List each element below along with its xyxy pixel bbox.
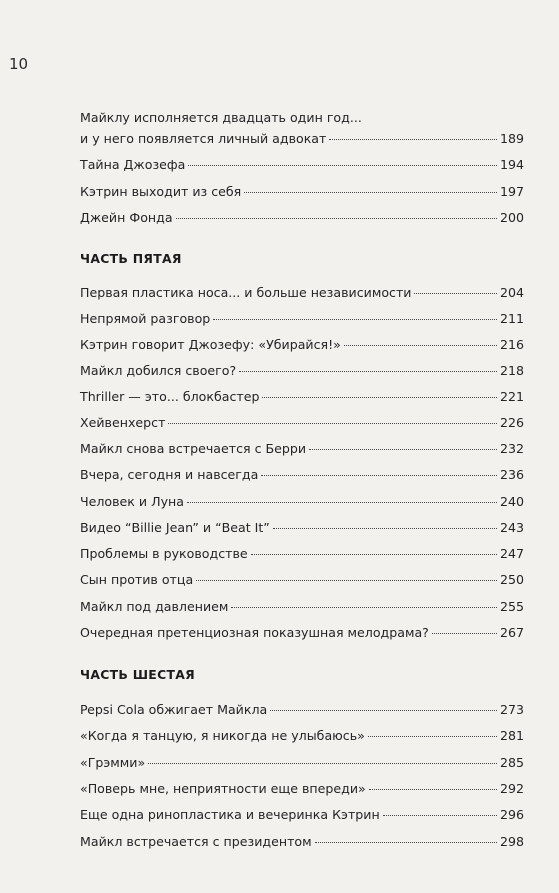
toc-entry-title: Кэтрин выходит из себя xyxy=(80,184,242,199)
toc-entry-page: 285 xyxy=(499,755,524,770)
toc-entry-page: 218 xyxy=(499,363,524,378)
toc-entry-title: Майкл под давлением xyxy=(80,599,229,614)
toc-entry xyxy=(80,285,524,301)
toc-entry-title: Майкл добился своего? xyxy=(80,363,237,378)
toc-entry-page: 189 xyxy=(499,131,524,146)
toc-entry-title: «Когда я танцую, я никогда не улыбаюсь» xyxy=(80,728,365,743)
toc-entry-page: 292 xyxy=(499,781,524,796)
toc-leader-dots xyxy=(148,763,497,764)
toc-leader-dots xyxy=(414,293,496,294)
toc-entry-page: 243 xyxy=(499,520,524,535)
toc-leader-dots xyxy=(309,449,497,450)
toc-entry xyxy=(80,131,524,147)
toc-entry-title: Первая пластика носа... и больше независимости xyxy=(80,285,412,300)
page-number: 10 xyxy=(9,55,29,73)
toc-entry-title: «Поверь мне, неприятности еще впереди» xyxy=(80,781,366,796)
toc-entry-page: 211 xyxy=(499,311,524,326)
toc-entry-page: 240 xyxy=(499,494,524,509)
toc-leader-dots xyxy=(261,475,497,476)
toc-entry-title: «Грэмми» xyxy=(80,755,146,770)
toc-entry-title: и у него появляется личный адвокат xyxy=(80,131,327,146)
toc-entry-page: 200 xyxy=(499,210,524,225)
toc-entry-page: 247 xyxy=(499,546,524,561)
toc-entry xyxy=(80,415,524,431)
toc-entry-page: 296 xyxy=(499,807,524,822)
toc-entry xyxy=(80,781,524,797)
toc-entry-page: 267 xyxy=(499,625,524,640)
toc-leader-dots xyxy=(315,842,497,843)
toc-entry-title: Сын против отца xyxy=(80,572,194,587)
toc-entry xyxy=(80,520,524,536)
toc-entry-title: Джейн Фонда xyxy=(80,210,173,225)
toc-entry xyxy=(80,625,524,641)
toc-leader-dots xyxy=(188,165,497,166)
toc-entry-title: Тайна Джозефа xyxy=(80,157,186,172)
toc-entry xyxy=(80,755,524,771)
toc-entry xyxy=(80,728,524,744)
toc-entry xyxy=(80,157,524,173)
toc-entry-page: 194 xyxy=(499,157,524,172)
toc-leader-dots xyxy=(383,815,497,816)
toc-entry-page: 216 xyxy=(499,337,524,352)
toc-entry-title: Непрямой разговор xyxy=(80,311,211,326)
toc-entry-line1: Майклу исполняется двадцать один год... xyxy=(80,110,362,125)
toc-entry xyxy=(80,702,524,718)
toc-entry xyxy=(80,572,524,588)
toc-entry-title: Еще одна ринопластика и вечеринка Кэтрин xyxy=(80,807,380,822)
toc-entry-page: 226 xyxy=(499,415,524,430)
toc-entry-title: Pepsi Cola обжигает Майкла xyxy=(80,702,268,717)
toc-entry-title: Майкл встречается с президентом xyxy=(80,834,312,849)
toc-entry xyxy=(80,184,524,200)
toc-entry-page: 197 xyxy=(499,184,524,199)
toc-entry-page: 204 xyxy=(499,285,524,300)
toc-entry-title: Проблемы в руководстве xyxy=(80,546,248,561)
toc-entry-title: Вчера, сегодня и навсегда xyxy=(80,467,259,482)
toc-leader-dots xyxy=(262,397,496,398)
toc-entry-page: 232 xyxy=(499,441,524,456)
toc-leader-dots xyxy=(344,345,497,346)
toc-leader-dots xyxy=(329,139,497,140)
toc-entry xyxy=(80,546,524,562)
toc-leader-dots xyxy=(270,710,497,711)
toc-entry xyxy=(80,363,524,379)
toc-entry xyxy=(80,467,524,483)
toc-entry xyxy=(80,599,524,615)
toc-leader-dots xyxy=(432,633,497,634)
toc-entry xyxy=(80,807,524,823)
section-heading-part5: ЧАСТЬ ПЯТАЯ xyxy=(80,251,182,266)
toc-entry xyxy=(80,389,524,405)
toc-leader-dots xyxy=(176,218,497,219)
toc-entry-page: 273 xyxy=(499,702,524,717)
toc-entry-page: 281 xyxy=(499,728,524,743)
toc-entry xyxy=(80,441,524,457)
section-heading-part6: ЧАСТЬ ШЕСТАЯ xyxy=(80,667,195,682)
toc-entry-title: Человек и Луна xyxy=(80,494,184,509)
toc-leader-dots xyxy=(231,607,497,608)
toc-leader-dots xyxy=(273,528,497,529)
toc-entry xyxy=(80,311,524,327)
toc-leader-dots xyxy=(244,192,497,193)
toc-entry xyxy=(80,210,524,226)
toc-entry-title: Видео “Billie Jean” и “Beat It” xyxy=(80,520,270,535)
toc-entry-title: Thriller — это... блокбастер xyxy=(80,389,260,404)
toc-leader-dots xyxy=(196,580,497,581)
toc-entry-title: Кэтрин говорит Джозефу: «Убирайся!» xyxy=(80,337,341,352)
toc-leader-dots xyxy=(168,423,497,424)
toc-entry xyxy=(80,834,524,850)
toc-entry-page: 236 xyxy=(499,467,524,482)
toc-entry-page: 250 xyxy=(499,572,524,587)
toc-leader-dots xyxy=(239,371,497,372)
toc-leader-dots xyxy=(369,789,497,790)
toc-entry-title: Хейвенхерст xyxy=(80,415,166,430)
toc-entry xyxy=(80,337,524,353)
toc-leader-dots xyxy=(213,319,497,320)
toc-entry-title: Майкл снова встречается с Берри xyxy=(80,441,307,456)
toc-leader-dots xyxy=(368,736,497,737)
toc-entry xyxy=(80,494,524,510)
toc-entry-page: 221 xyxy=(499,389,524,404)
toc-leader-dots xyxy=(187,502,497,503)
toc-entry-page: 298 xyxy=(499,834,524,849)
toc-leader-dots xyxy=(251,554,497,555)
toc-entry-title: Очередная претенциозная показушная мелодрама? xyxy=(80,625,429,640)
toc-entry-page: 255 xyxy=(499,599,524,614)
